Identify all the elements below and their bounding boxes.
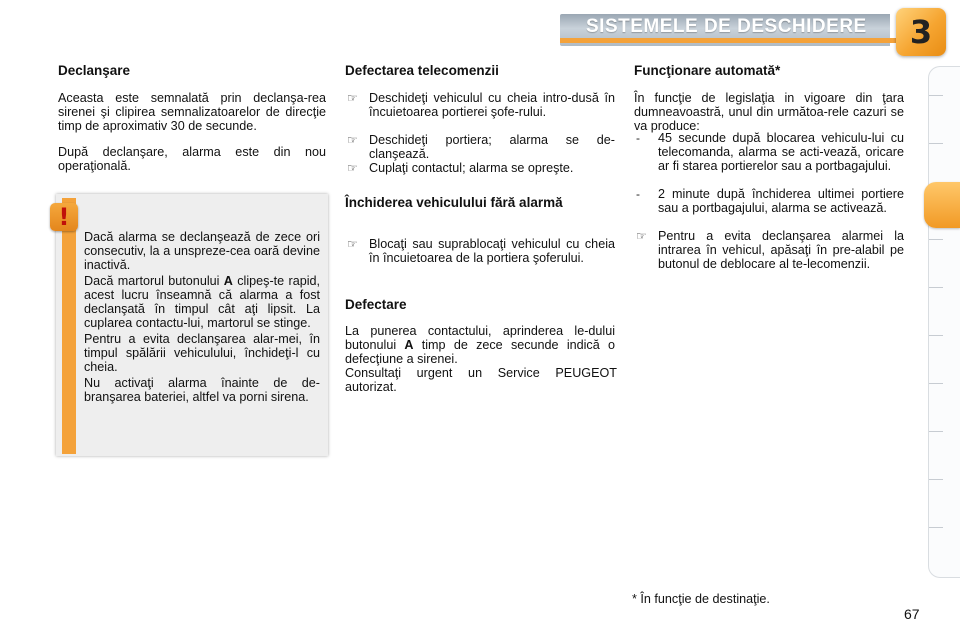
section-title: SISTEMELE DE DESCHIDERE [586,16,867,37]
list-item: 45 secunde după blocarea vehiculu-lui cu telecomanda, alarma se acti-vează, oricare ar fi starea portierelor sau a portbagajului. [658,131,904,173]
finger-pointer-bullet-icon: ☞ [347,237,358,251]
heading-declansare: Declanşare [58,63,131,78]
list-item: Pentru a evita declanşarea alarmei la intrarea în vehicul, apăsaţi în pre-alabil pe butonul de deblocare al te-lecomenzii. [658,229,904,271]
heading-inchiderea-fara-alarma: Închiderea vehiculului fără alarmă [345,195,563,210]
finger-pointer-bullet-icon: ☞ [347,133,358,147]
warning-paragraph-2: Dacă martorul butonului A clipeş-te rapid, acest lucru înseamnă că alarma a fost declanşată în timpul cât aţi lipsit. La cuplarea contactu-lui, martorul se stinge. [84,274,320,330]
chapter-number: 3 [909,13,933,51]
chapter-badge [896,8,946,56]
chapter-tab-strip [928,66,960,578]
paragraph-defectare-1: La punerea contactului, aprinderea le-dului butonului A timp de zece secunde indică o defecţiune a sirenei. [345,324,615,366]
heading-defectarea-telecomenzii: Defectarea telecomenzii [345,63,499,78]
paragraph-defectare-2: Consultaţi urgent un Service PEUGEOT autorizat. [345,366,617,394]
exclamation-warning-icon: ! [58,203,70,231]
warning-badge [50,203,78,231]
list-item: Deschideţi portiera; alarma se de-clanşează. [369,133,615,161]
list-item: Cuplaţi contactul; alarma se opreşte. [369,161,574,175]
dash-bullet: - [636,131,640,145]
paragraph-functionare-intro: În funcţie de legislaţia in vigoare din ţara dumneavoastră, unul din următoa-rele cazuri se va produce: [634,91,904,133]
list-item: Deschideţi vehiculul cu cheia intro-dusă în încuietoarea portierei şofe-rului. [369,91,615,119]
list-item: 2 minute după închiderea ultimei portiere sau a portbagajului, alarma se activează. [658,187,904,215]
finger-pointer-bullet-icon: ☞ [347,161,358,175]
dash-bullet: - [636,187,640,201]
list-item: Blocaţi sau suprablocaţi vehiculul cu cheia în încuietoarea de la portiera şoferului. [369,237,615,265]
paragraph-declansare-2: După declanşare, alarma este din nou operaţională. [58,145,326,173]
warning-paragraph-4: Nu activaţi alarma înainte de de-branşarea bateriei, altfel va porni sirena. [84,376,320,404]
finger-pointer-bullet-icon: ☞ [636,229,647,243]
paragraph-declansare-1: Aceasta este semnalată prin declanşa-rea sirenei şi clipirea semnalizatoarelor de direcţie timp de aproximativ 30 de secunde. [58,91,326,133]
page-number: 67 [904,606,920,622]
heading-functionare-automata: Funcţionare automată* [634,63,781,78]
header-accent-line [560,38,900,43]
heading-defectare: Defectare [345,297,407,312]
finger-pointer-bullet-icon: ☞ [347,91,358,105]
warning-paragraph-3: Pentru a evita declanşarea alar-mei, în timpul spălării vehiculului, închideţi-l cu cheia. [84,332,320,374]
warning-strip [62,198,76,454]
warning-paragraph-1: Dacă alarma se declanşează de zece ori consecutiv, la a unspreze-cea oară devine inactivă. [84,230,320,272]
active-chapter-tab[interactable] [924,182,960,228]
warning-text [84,230,320,406]
footnote: * În funcţie de destinaţie. [632,592,770,606]
